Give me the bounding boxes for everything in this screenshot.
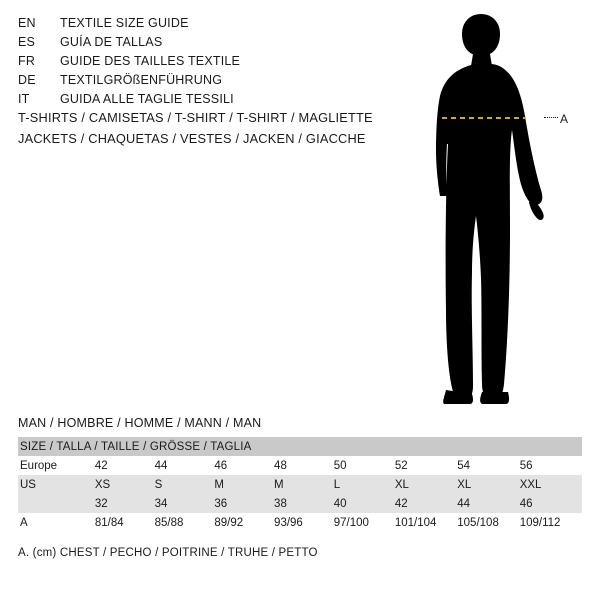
language-code: IT [18,92,30,106]
cell: 101/104 [395,513,457,532]
language-list [18,16,398,111]
cell: 85/88 [155,513,215,532]
language-row [18,35,398,54]
size-table [18,437,582,532]
cell: S [155,475,215,494]
marker-leader-line [544,117,558,118]
row-label: Europe [18,456,95,475]
table-row [18,456,582,475]
cell: 34 [155,494,215,513]
language-row [18,73,398,92]
language-code: DE [18,73,36,87]
table-row [18,475,582,494]
language-text: TEXTILGRÖßENFÜHRUNG [60,73,223,87]
body-silhouette-figure [400,10,600,410]
category-list [18,110,438,152]
language-row [18,16,398,35]
cell: 40 [334,494,395,513]
cell: M [214,475,274,494]
language-row [18,92,398,111]
cell: 48 [274,456,334,475]
cell: XL [395,475,457,494]
category-tshirts: T-SHIRTS / CAMISETAS / T-SHIRT / T-SHIRT / MAGLIETTE [18,110,373,125]
row-label: A [18,513,95,532]
cell: M [274,475,334,494]
language-code: EN [18,16,36,30]
cell: 38 [274,494,334,513]
cell: 36 [214,494,274,513]
language-text: TEXTILE SIZE GUIDE [60,16,189,30]
silhouette-icon [400,10,600,410]
table-row [18,494,582,513]
cell: 93/96 [274,513,334,532]
language-code: ES [18,35,36,49]
marker-label-a: A [560,112,569,126]
cell: 42 [95,456,155,475]
cell: 97/100 [334,513,395,532]
row-label: US [18,475,95,494]
cell: XS [95,475,155,494]
cell: 44 [155,456,215,475]
language-code: FR [18,54,36,68]
cell: 89/92 [214,513,274,532]
cell: XXL [520,475,582,494]
table-header-row [18,437,582,456]
size-table-section [18,416,582,532]
language-text: GUIDA ALLE TAGLIE TESSILI [60,92,234,106]
cell: 50 [334,456,395,475]
row-label [18,494,95,513]
cell: 32 [95,494,155,513]
cell: 56 [520,456,582,475]
language-text: GUÍA DE TALLAS [60,35,163,49]
cell: 42 [395,494,457,513]
cell: XL [457,475,519,494]
footnote: A. (cm) CHEST / PECHO / POITRINE / TRUHE / PETTO [18,547,318,559]
cell: 46 [214,456,274,475]
cell: 105/108 [457,513,519,532]
language-text: GUIDE DES TAILLES TEXTILE [60,54,241,68]
cell: 54 [457,456,519,475]
category-jackets: JACKETS / CHAQUETAS / VESTES / JACKEN / GIACCHE [18,131,366,146]
table-header-label: SIZE / TALLA / TAILLE / GRÖSSE / TAGLIA [18,437,582,456]
cell: 81/84 [95,513,155,532]
cell: 44 [457,494,519,513]
table-row [18,513,582,532]
cell: 52 [395,456,457,475]
language-row [18,54,398,73]
table-title: MAN / HOMBRE / HOMME / MANN / MAN [18,416,262,430]
cell: 109/112 [520,513,582,532]
cell: L [334,475,395,494]
cell: 46 [520,494,582,513]
